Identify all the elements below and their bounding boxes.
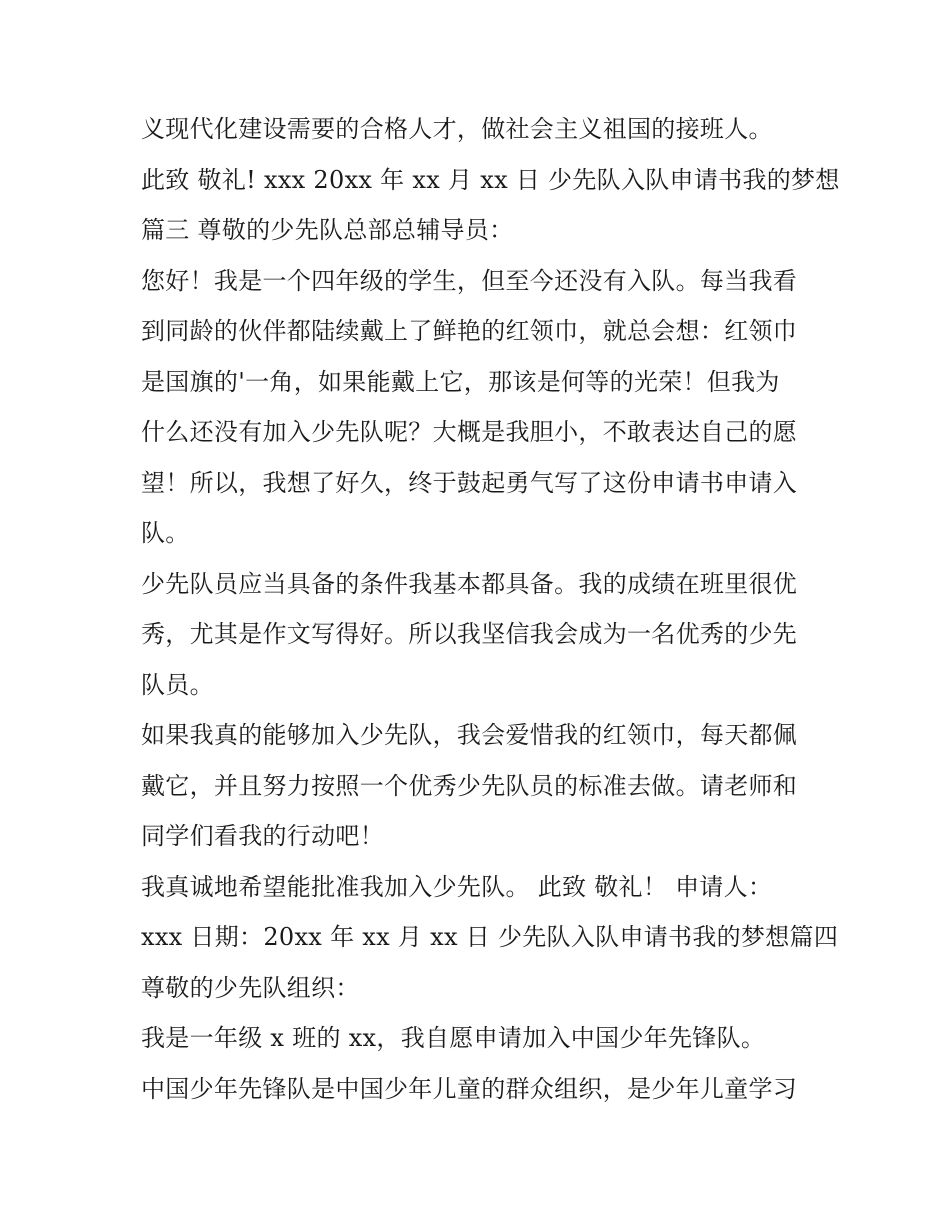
text-line: xxx 日期：20xx 年 xx 月 xx 日 少先队入队申请书我的梦想篇四 xyxy=(141,923,839,951)
text-line: 望！所以，我想了好久，终于鼓起勇气写了这份申请书申请入 xyxy=(141,468,798,497)
text-line: 此致 敬礼! xxx 20xx 年 xx 月 xx 日 少先队入队申请书我的梦想 xyxy=(141,165,840,194)
text-line: 尊敬的少先队组织： xyxy=(141,973,360,1002)
text-line: 同学们看我的行动吧！ xyxy=(141,822,384,850)
text-line: 少先队员应当具备的条件我基本都具备。我的成绩在班里很优 xyxy=(141,569,798,598)
text-line: 队。 xyxy=(141,519,190,547)
text-line: 秀，尤其是作文写得好。所以我坚信我会成为一名优秀的少先 xyxy=(141,620,798,648)
text-line: 中国少年先锋队是中国少年儿童的群众组织，是少年儿童学习 xyxy=(141,1074,798,1103)
text-line: 我是一年级 x 班的 xx，我自愿申请加入中国少年先锋队。 xyxy=(141,1024,766,1052)
text-line: 什么还没有加入少先队呢？大概是我胆小，不敢表达自己的愿 xyxy=(141,418,798,446)
text-line: 队员。 xyxy=(141,670,214,699)
text-line: 到同龄的伙伴都陆续戴上了鲜艳的红领巾，就总会想：红领巾 xyxy=(141,317,798,345)
document-body xyxy=(141,104,840,1114)
text-line: 您好！我是一个四年级的学生，但至今还没有入队。每当我看 xyxy=(141,266,798,295)
text-line: 义现代化建设需要的合格人才，做社会主义祖国的接班人。 xyxy=(141,115,773,143)
text-line: 戴它，并且努力按照一个优秀少先队员的标准去做。请老师和 xyxy=(141,771,798,800)
text-line: 篇三 尊敬的少先队总部总辅导员： xyxy=(141,216,514,244)
text-line: 我真诚地希望能批准我加入少先队。 此致 敬礼！ 申请人： xyxy=(141,872,773,901)
text-line: 是国旗的'一角，如果能戴上它，那该是何等的光荣！但我为 xyxy=(141,367,780,396)
text-line: 如果我真的能够加入少先队，我会爱惜我的红领巾，每天都佩 xyxy=(141,721,798,749)
